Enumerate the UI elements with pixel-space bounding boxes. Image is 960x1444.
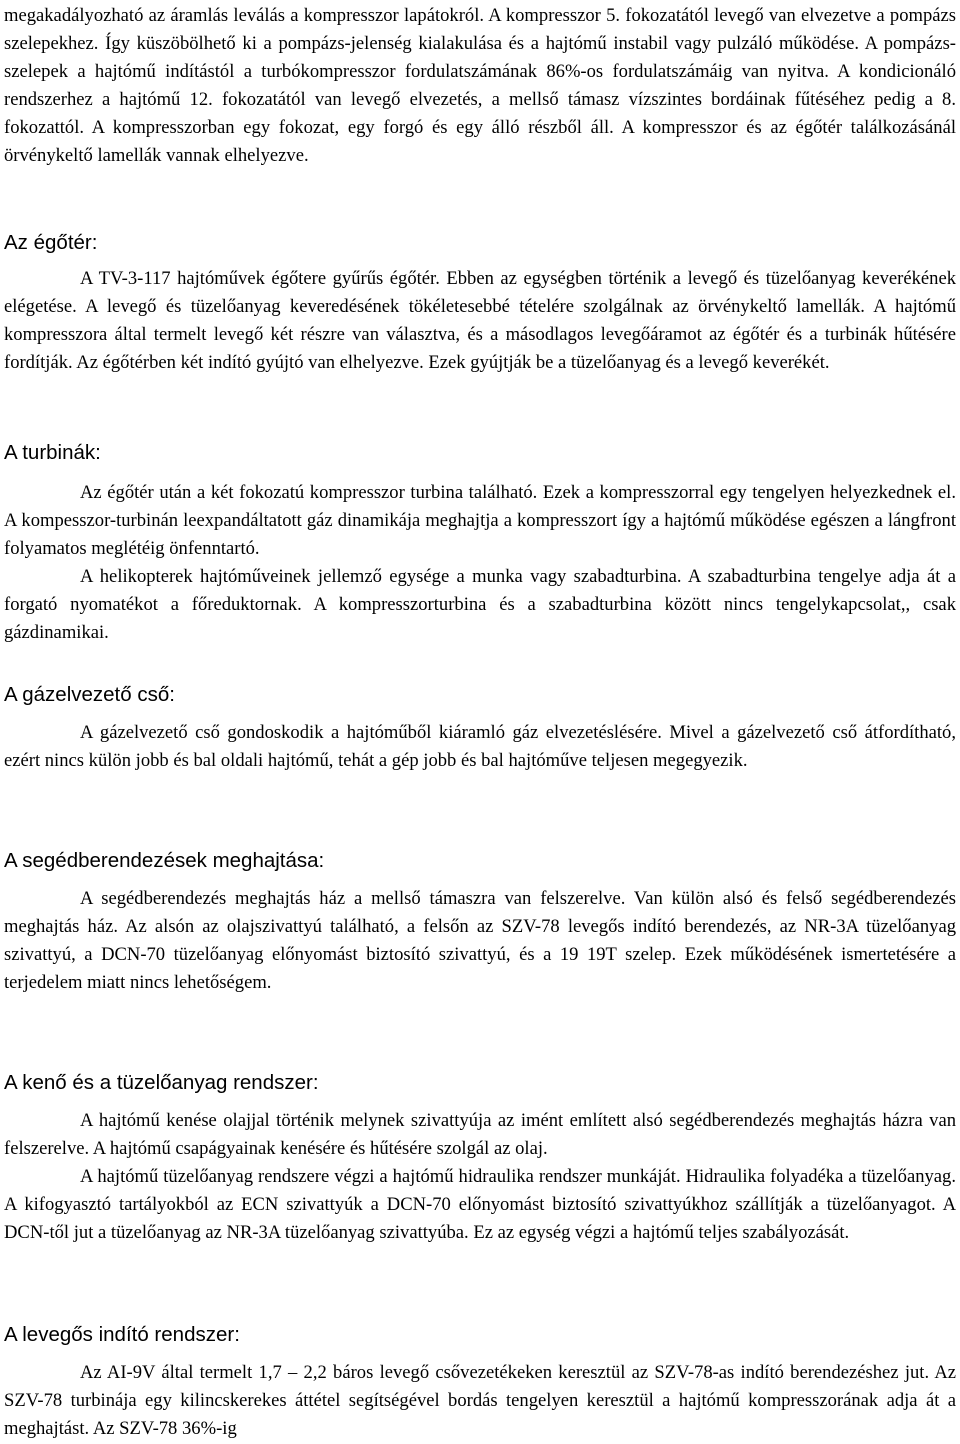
paragraph-turbinak-2: A helikopterek hajtóműveinek jellemző egysége a munka vagy szabadturbina. A szabadturbina tengelye adja át a forgató nyomatékot a főreduktornak. A kompresszorturbina és a szabadturbina között nincs tengelykapcsolat,, csak gázdinamikai. — [4, 566, 956, 643]
heading-gazelvezeto: A gázelvezető cső: — [4, 683, 175, 706]
heading-keno: A kenő és a tüzelőanyag rendszer: — [4, 1071, 319, 1094]
paragraph-turbinak-1: Az égőtér után a két fokozatú kompresszor turbina található. Ezek a kompresszorral egy tengelyen helyezkednek el. A kompesszor-turbinán leexpandáltatott gáz dinamikája meghajtja a kompresszort így a hajtómű működése egészen a lángfront folyamatos meglétéig önfenntartó. — [4, 482, 956, 559]
paragraph-levegos: Az AI-9V által termelt 1,7 – 2,2 báros levegő csővezetékeken keresztül az SZV-78-as indító berendezéshez jut. Az SZV-78 turbinája egy kilincskerekes áttétel segítségével bordás tengelyen keresztül a hajtómű kompresszorának adja át a meghajtást. Az SZV-78 36%-ig — [4, 1362, 956, 1439]
heading-segedberendezesek: A segédberendezések meghajtása: — [4, 849, 325, 872]
paragraph-egoter: A TV-3-117 hajtóművek égőtere gyűrűs égőtér. Ebben az egységben történik a levegő és tüzelőanyag keverékének elégetése. A levegő és tüzelőanyag keveredésének tökéletesebbé tételére szolgálnak az örvénykeltő lamellák. A hajtómű kompresszora által termelt levegő két részre van választva, és a másodlagos levegőáramot az égőtér és a turbinák hűtésére fordítják. Az égőtérben két indító gyújtó van elhelyezve. Ezek gyújtják be a tüzelőanyag és a levegő keverékét. — [4, 268, 956, 373]
heading-levegos: A levegős indító rendszer: — [4, 1323, 240, 1346]
paragraph-kompresszor: megakadályozható az áramlás leválás a kompresszor lapátokról. A kompresszor 5. fokozatától levegő van elvezetve a pompázs szelepekhez. Így küszöbölhető ki a pompázs-jelenség kialakulása és a hajtómű instabil vagy pulzáló működése. A pompázs-szelepek a hajtómű indítástól a turbókompresszor fordulatszámának 86%-os fordulatszámáig van nyitva. A kondicionáló rendszerhez a hajtómű 12. fokozatától van levegő elvezetés, a mellső támasz vízszintes bordáinak fűtéséhez pedig a 8. fokozattól. A kompresszorban egy fokozat, egy forgó és egy álló részből áll. A kompresszor és az égőtér találkozásánál örvénykeltő lamellák vannak elhelyezve. — [4, 5, 956, 166]
paragraph-keno-1: A hajtómű kenése olajjal történik melynek szivattyúja az imént említett alsó segédberendezés meghajtás házra van felszerelve. A hajtómű csapágyainak kenésére és hűtésére szolgál az olaj. — [4, 1110, 956, 1159]
paragraph-gazelvezeto: A gázelvezető cső gondoskodik a hajtóműből kiáramló gáz elvezetéslésére. Mivel a gázelvezető cső átfordítható, ezért nincs külön jobb és bal oldali hajtómű, tehát a gép jobb és bal hajtóműve teljesen megegyezik. — [4, 722, 956, 771]
heading-egoter: Az égőtér: — [4, 231, 98, 254]
paragraph-segedberendezesek: A segédberendezés meghajtás ház a mellső támaszra van felszerelve. Van külön alsó és felső segédberendezés meghajtás ház. Az alsón az olajszivattyú található, a felsőn az SZV-78 levegős indító berendezés, az NR-3A tüzelőanyag szivattyú, a DCN-70 tüzelőanyag előnyomást biztosító szivattyú, és a 19 19T szelep. Ezek működésének ismertetésére a terjedelem miatt nincs lehetőségem. — [4, 888, 956, 993]
paragraph-keno-2: A hajtómű tüzelőanyag rendszere végzi a hajtómű hidraulika rendszer munkáját. Hidraulika folyadéka a tüzelőanyag. A kifogyasztó tartályokból az ECN szivattyúk a DCN-70 előnyomást biztosító szivattyúkhoz szállítják a tüzelőanyagot. A DCN-től jut a tüzelőanyag az NR-3A tüzelőanyag szivattyúba. Ez az egység végzi a hajtómű teljes szabályozását. — [4, 1166, 956, 1243]
heading-turbinak: A turbinák: — [4, 441, 101, 464]
